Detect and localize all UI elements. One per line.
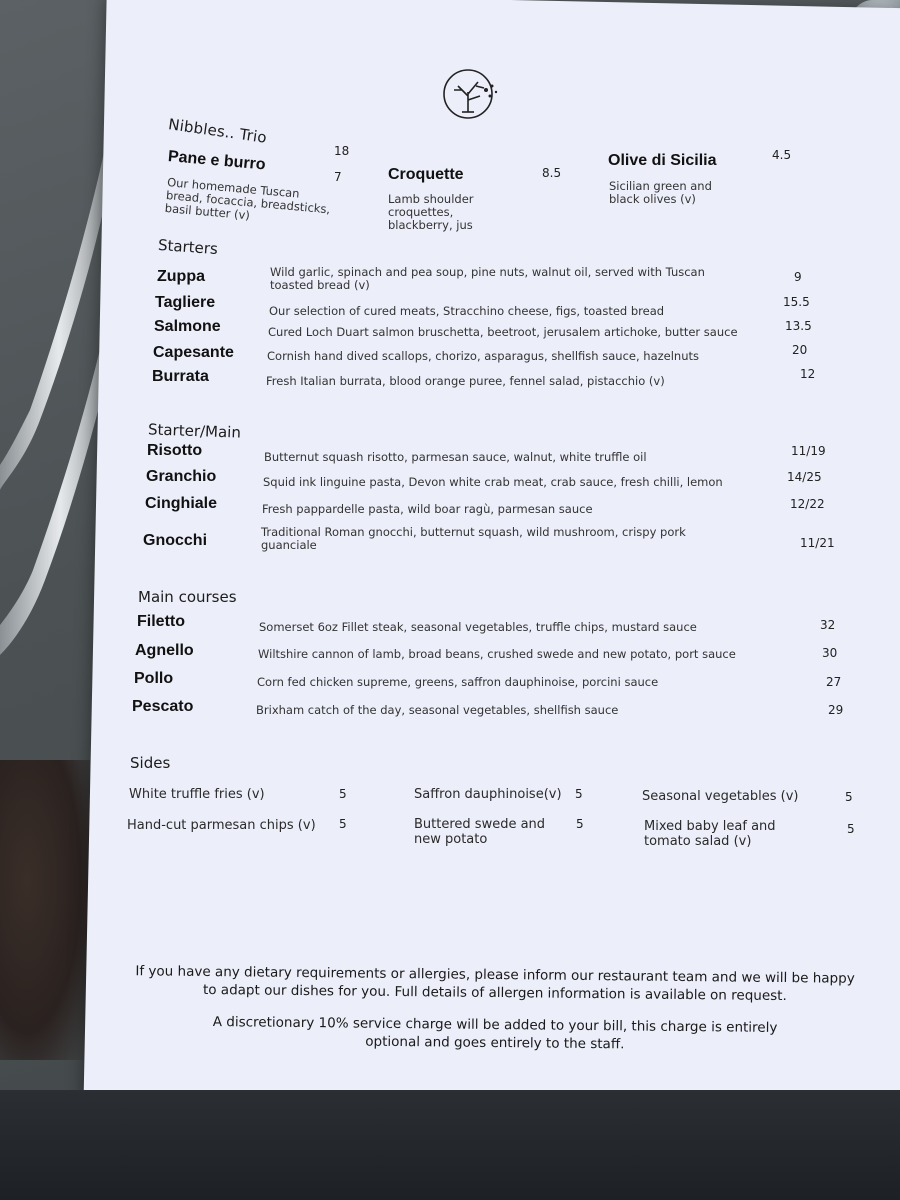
starter-main-price: 11/19 <box>791 444 826 458</box>
side-name: Hand-cut parmesan chips (v) <box>127 818 316 833</box>
starter-price: 13.5 <box>785 319 812 333</box>
side-price: 5 <box>576 817 584 831</box>
starter-main-price: 11/21 <box>800 536 835 550</box>
starter-main-name: Cinghiale <box>145 495 218 512</box>
nibble-desc: Lamb shoulder croquettes, blackberry, jus <box>388 192 474 232</box>
main-price: 30 <box>822 646 838 660</box>
starter-name: Salmone <box>154 318 221 335</box>
starter-main-name: Gnocchi <box>143 532 208 549</box>
side-name: Saffron dauphinoise(v) <box>414 787 562 802</box>
starter-name: Burrata <box>152 368 209 385</box>
nibbles-heading: Nibbles.. Trio <box>167 115 268 147</box>
tree-logo-icon <box>440 66 504 122</box>
main-name: Filetto <box>137 613 185 630</box>
nibbles-trio-price: 18 <box>334 144 350 158</box>
starter-desc: Fresh Italian burrata, blood orange puree, fennel salad, pistacchio (v) <box>266 374 665 388</box>
starter-main-desc: Fresh pappardelle pasta, wild boar ragù, parmesan sauce <box>262 502 593 516</box>
starter-price: 20 <box>792 343 808 357</box>
starter-main-desc: Squid ink linguine pasta, Devon white crab meat, crab sauce, fresh chilli, lemon <box>263 475 723 489</box>
starter-main-desc: Traditional Roman gnocchi, butternut squash, wild mushroom, crispy pork guanciale <box>261 525 686 552</box>
main-desc: Corn fed chicken supreme, greens, saffron dauphinoise, porcini sauce <box>257 675 659 689</box>
sides-heading: Sides <box>130 754 171 772</box>
nibble-name: Olive di Sicilia <box>608 152 717 169</box>
main-price: 29 <box>828 703 844 717</box>
nibble-desc: Our homemade Tuscan bread, focaccia, breadsticks, basil butter (v) <box>164 175 331 223</box>
starter-price: 9 <box>794 270 802 284</box>
nibble-price: 8.5 <box>542 166 562 180</box>
starter-main-price: 14/25 <box>787 470 822 484</box>
starter-desc: Cornish hand dived scallops, chorizo, asparagus, shellfish sauce, hazelnuts <box>267 349 699 363</box>
starter-main-desc: Butternut squash risotto, parmesan sauce, walnut, white truffle oil <box>264 450 647 464</box>
main-price: 32 <box>820 618 836 632</box>
side-price: 5 <box>575 787 583 801</box>
main-name: Agnello <box>135 642 194 659</box>
starter-main-name: Risotto <box>147 442 203 459</box>
nibble-name: Croquette <box>388 166 464 183</box>
side-name: White truffle fries (v) <box>129 787 265 802</box>
nibble-name: Pane e burro <box>167 148 267 174</box>
starters-heading: Starters <box>157 235 219 259</box>
starter-price: 15.5 <box>783 295 810 309</box>
main-name: Pollo <box>134 670 174 687</box>
starter-desc: Cured Loch Duart salmon bruschetta, beetroot, jerusalem artichoke, butter sauce <box>268 325 738 339</box>
main-price: 27 <box>826 675 842 689</box>
nibble-price: 4.5 <box>772 148 792 162</box>
main-desc: Wiltshire cannon of lamb, broad beans, crushed swede and new potato, port sauce <box>258 647 736 661</box>
starter-desc: Wild garlic, spinach and pea soup, pine nuts, walnut oil, served with Tuscan toasted bread (v) <box>270 265 705 292</box>
main-desc: Somerset 6oz Fillet steak, seasonal vegetables, truffle chips, mustard sauce <box>259 620 697 634</box>
starter-name: Zuppa <box>157 268 205 285</box>
starter-price: 12 <box>800 367 816 381</box>
starter-main-price: 12/22 <box>790 497 825 511</box>
starter-main-heading: Starter/Main <box>147 420 242 442</box>
side-name: Mixed baby leaf and tomato salad (v) <box>644 819 776 849</box>
starter-name: Tagliere <box>155 294 216 311</box>
side-name: Seasonal vegetables (v) <box>642 789 799 804</box>
starter-name: Capesante <box>153 344 234 361</box>
starter-main-name: Granchio <box>146 468 217 485</box>
main-desc: Brixham catch of the day, seasonal vegetables, shellfish sauce <box>256 703 619 717</box>
side-price: 5 <box>847 822 855 836</box>
mains-heading: Main courses <box>138 588 237 606</box>
side-price: 5 <box>339 787 347 801</box>
service-charge-notice: A discretionary 10% service charge will be added to your bill, this charge is entirely optional and goes entirely to the staff. <box>212 1014 778 1053</box>
nibble-price: 7 <box>334 170 342 184</box>
side-name: Buttered swede and new potato <box>414 817 546 847</box>
main-name: Pescato <box>132 698 194 715</box>
side-price: 5 <box>339 817 347 831</box>
side-price: 5 <box>845 790 853 804</box>
nibble-desc: Sicilian green and black olives (v) <box>609 179 712 206</box>
allergy-notice: If you have any dietary requirements or allergies, please inform our restaurant team and we will be happy to adapt our dishes for you. Full details of allergen information is available on request. <box>135 963 855 1005</box>
starter-desc: Our selection of cured meats, Stracchino cheese, figs, toasted bread <box>269 304 665 318</box>
